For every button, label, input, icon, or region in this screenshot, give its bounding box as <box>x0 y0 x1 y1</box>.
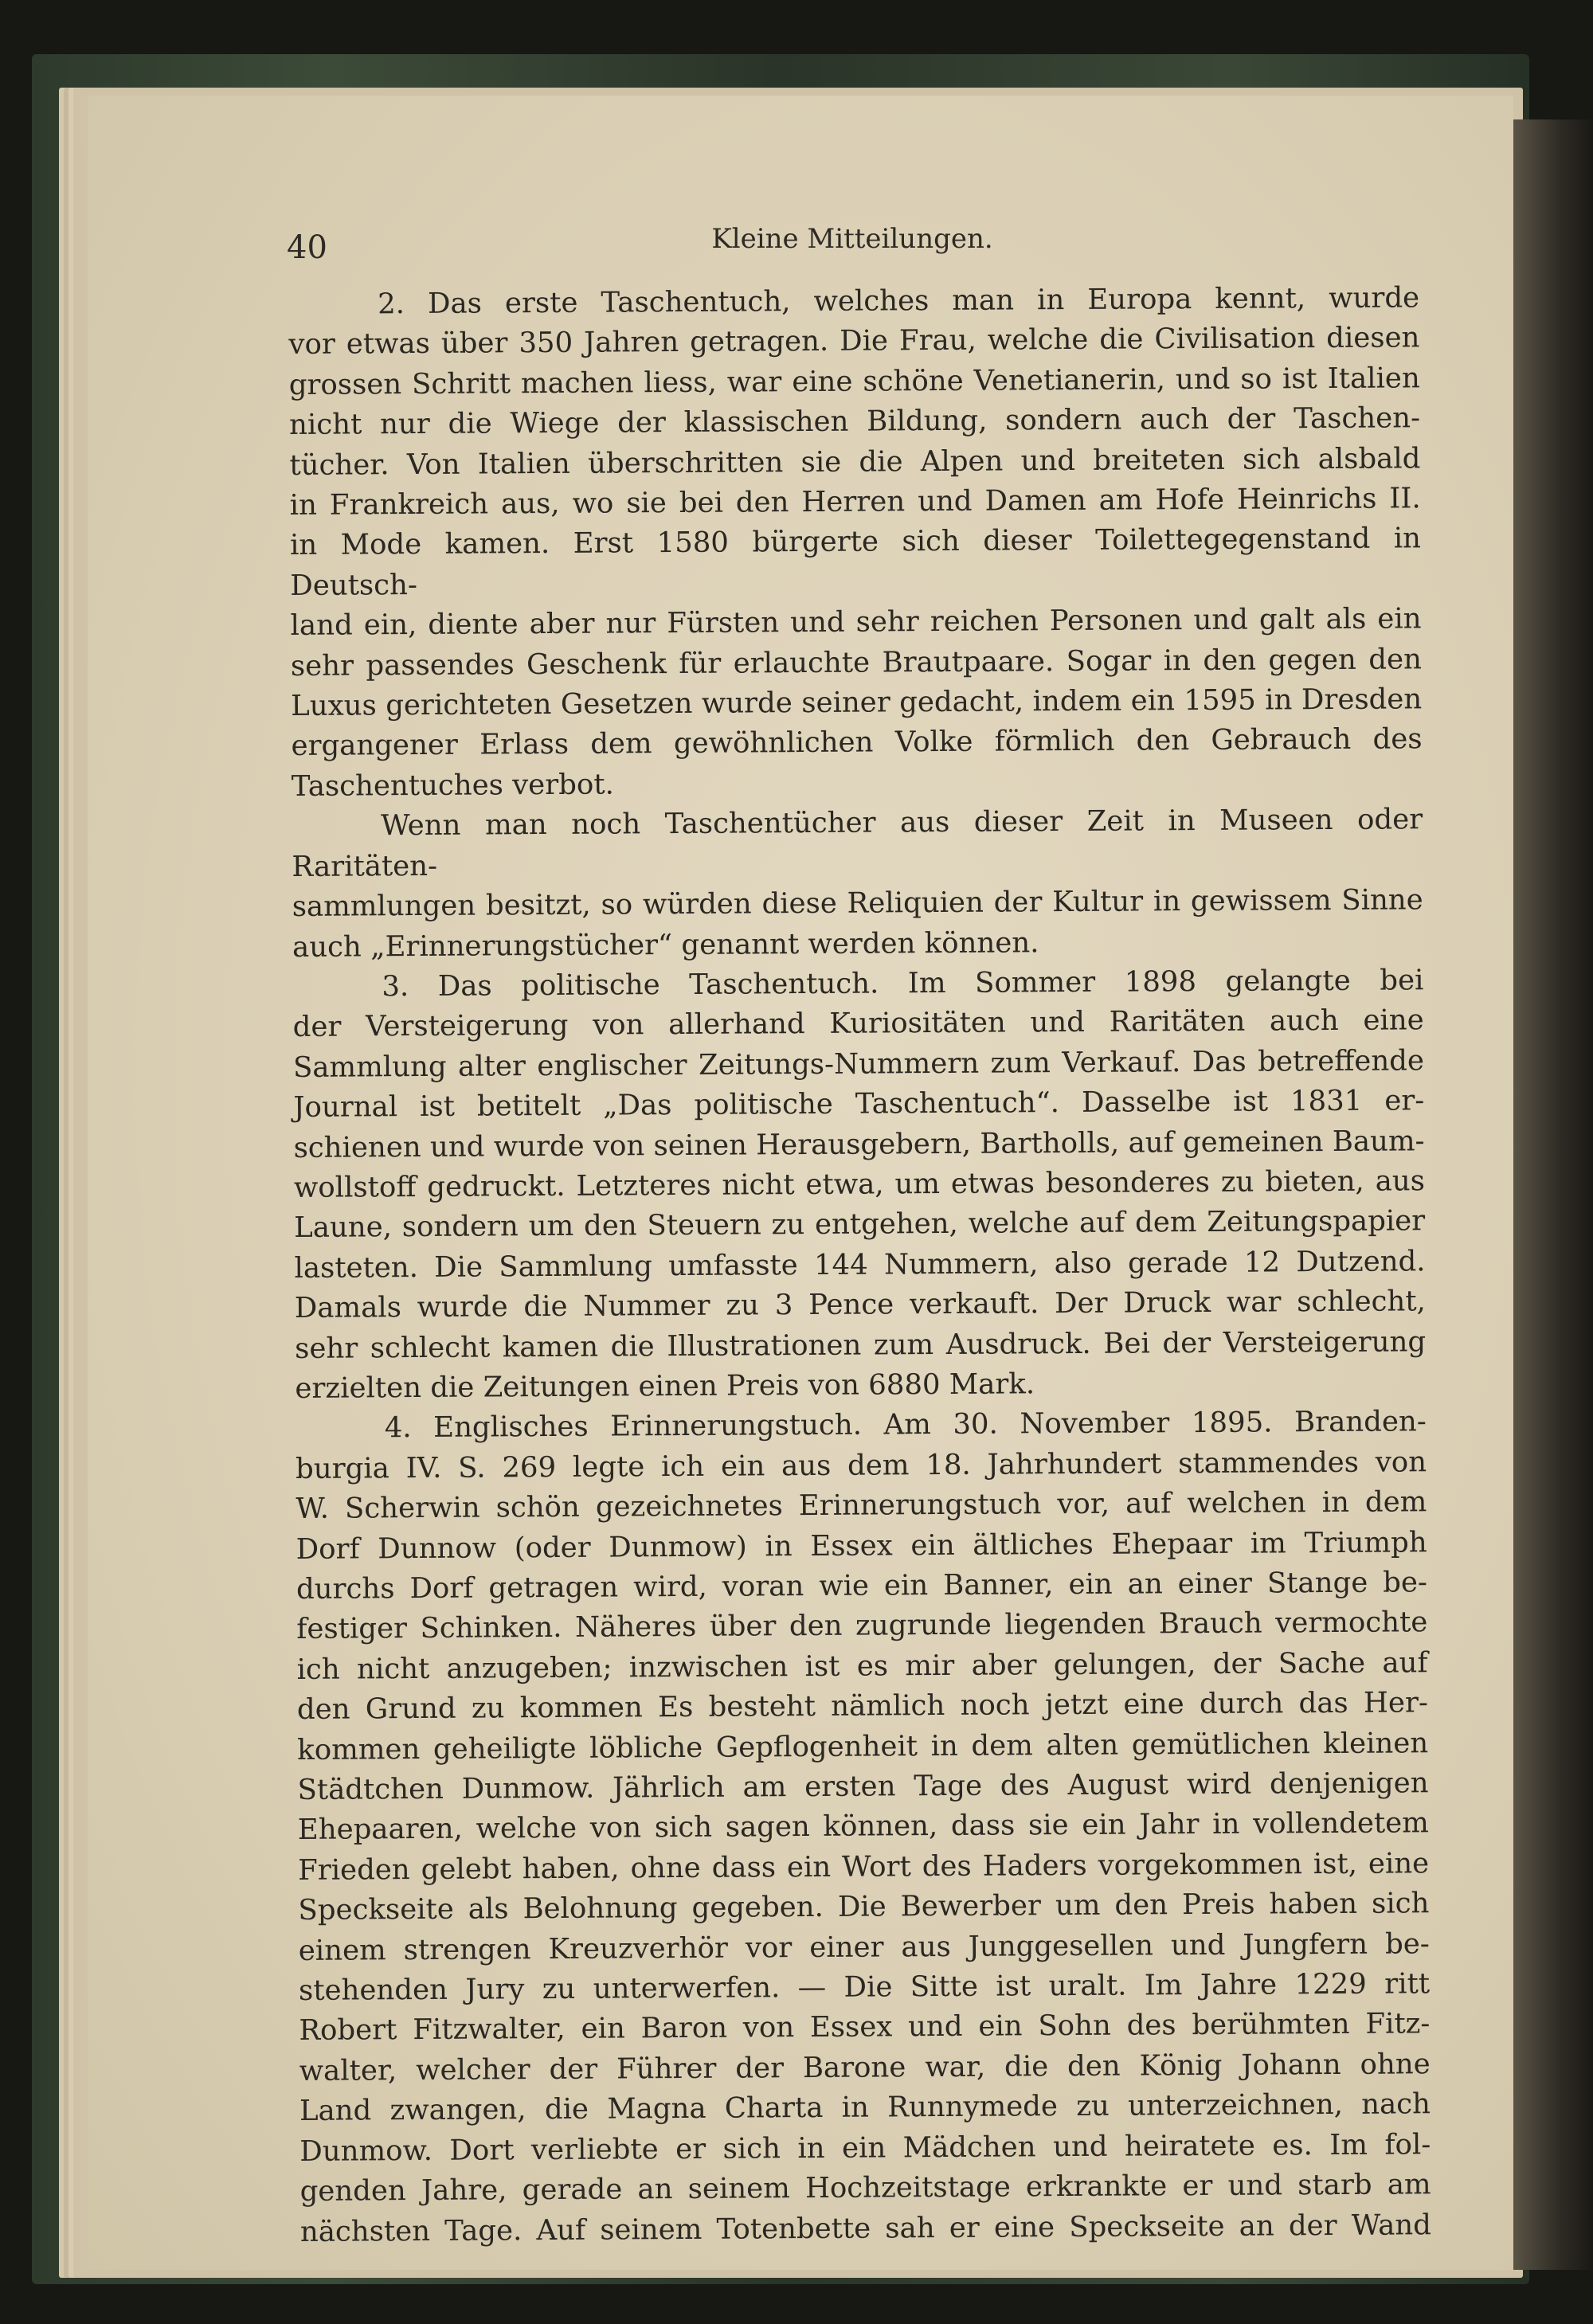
text-line: genden Jahre, gerade an seinem Hochzeitstage erkrankte er und starb am <box>299 2168 1431 2209</box>
text-line: auch „Erinnerungstücher“ genannt werden können. <box>292 925 1039 964</box>
text-line: 3. Das politische Taschentuch. Im Sommer 1898 gelangte bei <box>382 964 1424 1004</box>
text-line: Wenn man noch Taschentücher aus dieser Zeit in Museen oder Raritäten- <box>292 803 1423 883</box>
text-line: Städtchen Dunmow. Jährlich am ersten Tage des August wird denjenigen <box>297 1766 1429 1806</box>
text-line: erzielten die Zeitungen einen Preis von 6880 Mark. <box>295 1367 1035 1405</box>
text-line: wollstoff gedruckt. Letzteres nicht etwa, um etwas besonderes zu bieten, aus <box>293 1164 1426 1204</box>
text-line: festiger Schinken. Näheres über den zugrunde liegenden Brauch vermochte <box>296 1606 1428 1646</box>
text-line: der Versteigerung von allerhand Kuriositäten und Raritäten auch eine <box>292 1004 1424 1044</box>
text-line: Robert Fitzwalter, ein Baron von Essex und ein Sohn des berühmten Fitz- <box>299 2007 1431 2048</box>
text-line: Dunmow. Dort verliebte er sich in ein Mädchen und heiratete es. Im fol- <box>299 2127 1431 2168</box>
text-line: durchs Dorf getragen wird, voran wie ein Banner, ein an einer Stange be- <box>296 1566 1428 1606</box>
text-line: sehr passendes Geschenk für erlauchte Brautpaare. Sogar in den gegen den <box>290 642 1423 683</box>
text-line: tücher. Von Italien überschritten sie die Alpen und breiteten sich alsbald <box>289 441 1421 482</box>
text-line: ich nicht anzugeben; inzwischen ist es mir aber gelungen, der Sache auf <box>296 1646 1428 1686</box>
text-line: stehenden Jury zu unterwerfen. — Die Sitte ist uralt. Im Jahre 1229 ritt <box>298 1967 1431 2008</box>
body-text <box>288 278 1431 2252</box>
page-header <box>287 215 1418 271</box>
text-line: sammlungen besitzt, so würden diese Reliquien der Kultur in gewissem Sinne <box>292 883 1423 924</box>
text-line: Ehepaaren, welche von sich sagen können, dass sie ein Jahr in vollendetem <box>297 1806 1429 1847</box>
running-title: Kleine Mitteilungen. <box>711 223 993 255</box>
text-line: Sammlung alter englischer Zeitungs-Nummern zum Verkauf. Das betreffende <box>292 1044 1425 1084</box>
text-line: schienen und wurde von seinen Herausgebern, Bartholls, auf gemeinen Baum- <box>293 1124 1425 1164</box>
text-line: sehr schlecht kamen die Illustrationen zum Ausdruck. Bei der Versteigerung <box>295 1324 1427 1365</box>
text-line: Damals wurde die Nummer zu 3 Pence verkauft. Der Druck war schlecht, <box>294 1285 1426 1325</box>
text-line: land ein, diente aber nur Fürsten und sehr reichen Personen und galt als ein <box>290 602 1422 643</box>
text-line: W. Scherwin schön gezeichnetes Erinnerungstuch vor, auf welchen in dem <box>296 1485 1427 1526</box>
text-line: kommen geheiligte löbliche Gepflogenheit in dem alten gemütlichen kleinen <box>297 1726 1429 1766</box>
text-line: Frieden gelebt haben, ohne dass ein Wort des Haders vorgekommen ist, eine <box>298 1847 1430 1887</box>
page-number: 40 <box>287 229 327 266</box>
text-line: in Mode kamen. Erst 1580 bürgerte sich dieser Toilettegegenstand in Deutsch- <box>289 522 1422 602</box>
text-line: grossen Schritt machen liess, war eine schöne Venetianerin, und so ist Italien <box>288 362 1420 401</box>
text-line: Luxus gerichteten Gesetzen wurde seiner gedacht, indem ein 1595 in Dresden <box>291 683 1423 723</box>
text-line: lasteten. Die Sammlung umfasste 144 Nummern, also gerade 12 Dutzend. <box>294 1245 1426 1285</box>
text-line: Taschentuches verbot. <box>291 768 614 803</box>
text-line: Journal ist betitelt „Das politische Taschentuch“. Dasselbe ist 1831 er- <box>293 1084 1425 1125</box>
text-line: 4. Englisches Erinnerungstuch. Am 30. November 1895. Branden- <box>384 1405 1427 1445</box>
text-line: Dorf Dunnow (oder Dunmow) in Essex ein ältliches Ehepaar im Triumph <box>296 1525 1427 1566</box>
text-line: nicht nur die Wiege der klassischen Bildung, sondern auch der Taschen- <box>288 401 1421 442</box>
text-line: nächsten Tage. Auf seinem Totenbette sah er eine Speckseite an der Wand <box>299 2208 1432 2248</box>
text-line: einem strengen Kreuzverhör vor einer aus Junggesellen und Jungfern be- <box>298 1927 1430 1967</box>
text-line: vor etwas über 350 Jahren getragen. Die Frau, welche die Civilisation diesen <box>288 321 1420 362</box>
text-line: den Grund zu kommen Es besteht nämlich noch jetzt eine durch das Her- <box>296 1686 1429 1727</box>
text-line: burgia IV. S. 269 legte ich ein aus dem 18. Jahrhundert stammendes von <box>295 1446 1427 1485</box>
text-line: in Frankreich aus, wo sie bei den Herren und Damen am Hofe Heinrichs II. <box>289 482 1421 522</box>
text-line: Land zwangen, die Magna Charta in Runnymede zu unterzeichnen, nach <box>299 2087 1431 2128</box>
text-line: 2. Das erste Taschentuch, welches man in Europa kennt, wurde <box>378 281 1420 321</box>
text-line: ergangener Erlass dem gewöhnlichen Volke förmlich den Gebrauch des <box>291 722 1423 763</box>
text-line: walter, welcher der Führer der Barone war, die den König Johann ohne <box>299 2048 1431 2087</box>
text-line: Speckseite als Belohnung gegeben. Die Bewerber um den Preis haben sich <box>298 1887 1430 1927</box>
book-gutter-shadow <box>1513 119 1593 2270</box>
text-line: Laune, sondern um den Steuern zu entgehen, welche auf dem Zeitungspapier <box>294 1204 1426 1245</box>
